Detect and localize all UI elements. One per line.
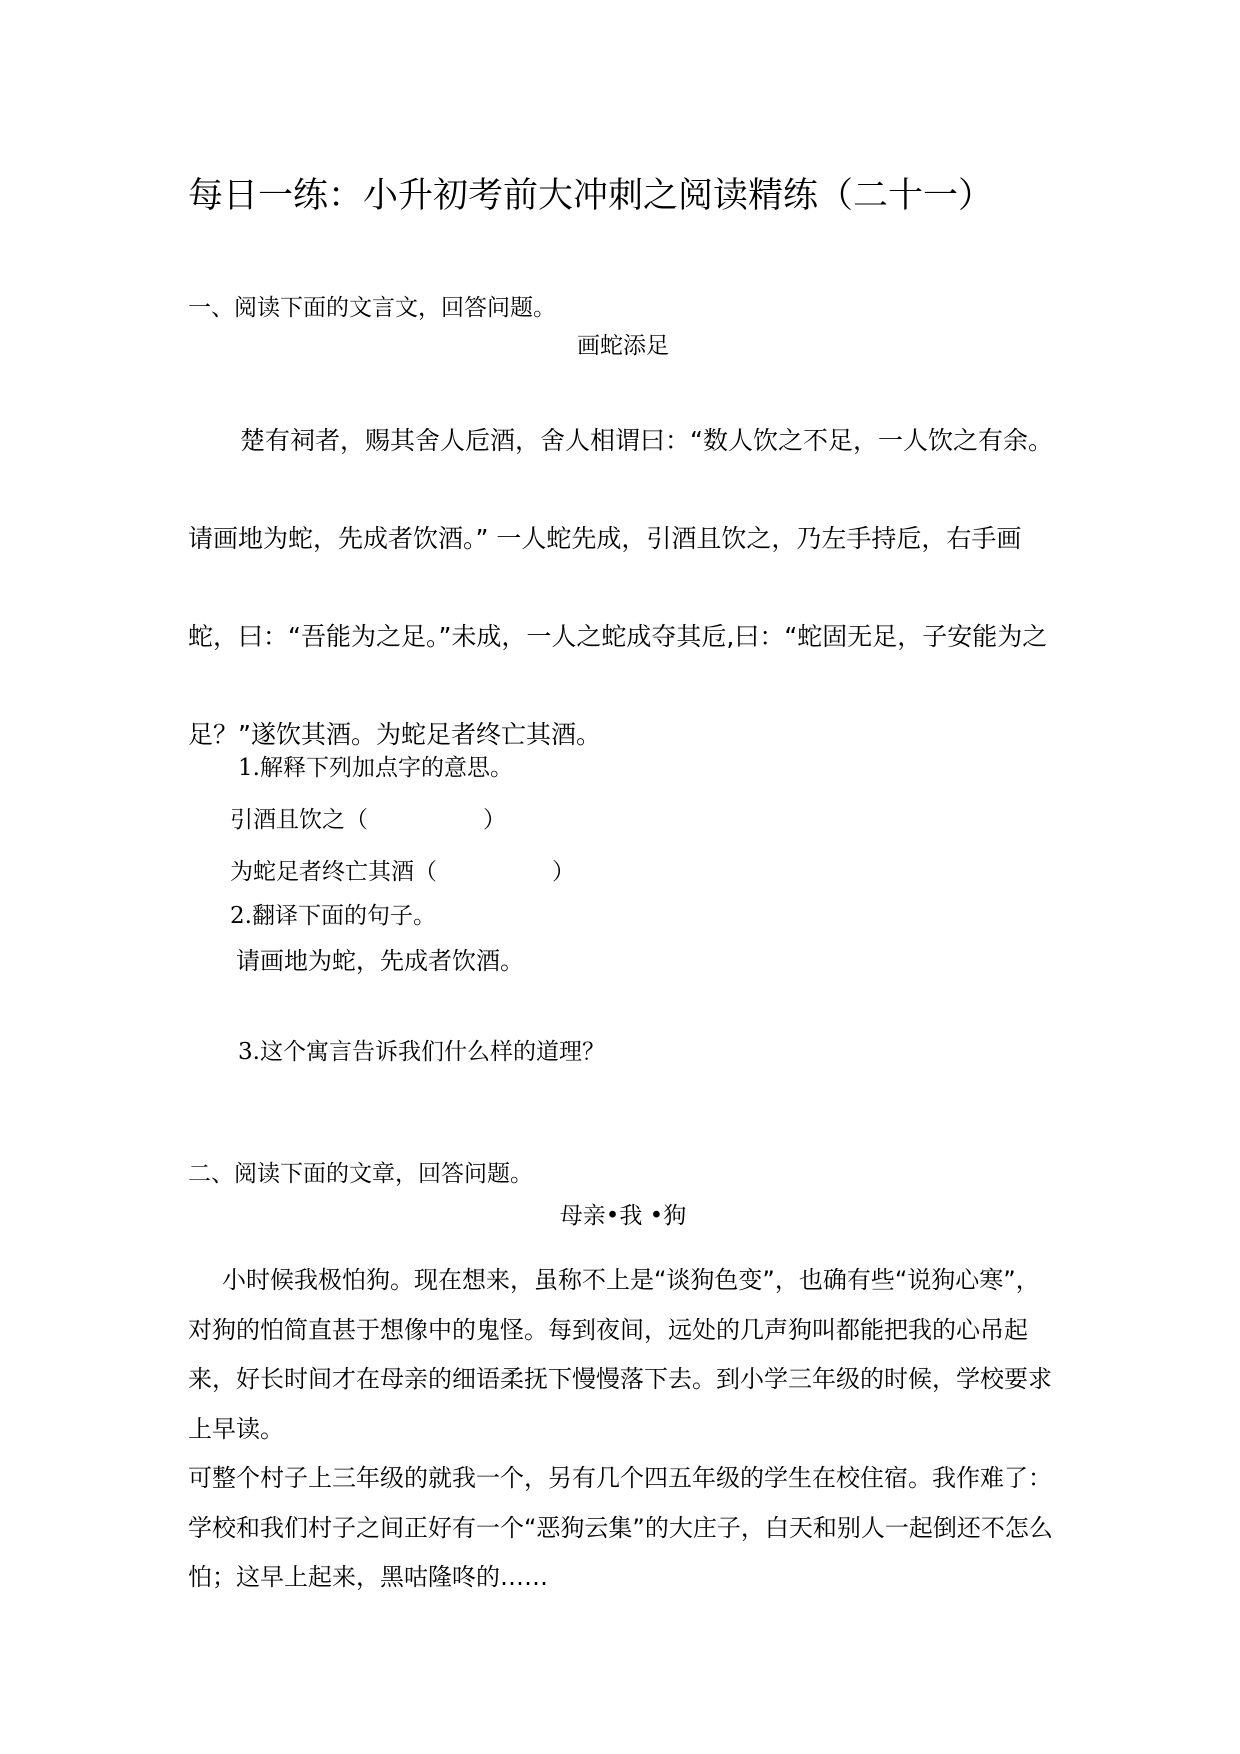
question-two-sentence: 请画地为蛇，先成者饮酒。 <box>236 947 524 975</box>
passage-two-paragraph-two: 可整个村子上三年级的就我一个，另有几个四五年级的学生在校住宿。我作难了：学校和我们村子之间正好有一个“恶狗云集”的大庄子，白天和别人一起倒还不怎么怕；这早上起来，黑咕隆咚的…… <box>188 1464 1053 1591</box>
question-three: 3.这个寓言告诉我们什么样的道理？ <box>238 1039 605 1065</box>
question-one-item-one: 引酒且饮之（ ） <box>230 807 506 833</box>
question-one: 1.解释下列加点字的意思。 <box>238 755 513 781</box>
section-two-heading: 二、阅读下面的文章，回答问题。 <box>188 1161 533 1187</box>
section-one-heading: 一、阅读下面的文言文，回答问题。 <box>188 295 556 321</box>
passage-one-text <box>188 392 1068 784</box>
passage-two-paragraph-one: 小时候我极怕狗。现在想来，虽称不上是“谈狗色变”，也确有些“说狗心寒”，对狗的怕简直甚于想像中的鬼怪。每到夜间，远处的几声狗叫都能把我的心吊起来，好长时间才在母亲的细语柔抚下慢慢落下去。到小学三年级的时候，学校要求上早读。 <box>188 1266 1052 1443</box>
page-title: 每日一练：小升初考前大冲刺之阅读精练（二十一） <box>188 176 994 216</box>
question-two: 2.翻译下面的句子。 <box>230 903 436 929</box>
passage-two-title: 母亲•我 •狗 <box>559 1203 687 1229</box>
passage-one-title: 画蛇添足 <box>577 333 669 359</box>
question-one-item-two: 为蛇足者终亡其酒（ ） <box>230 859 575 885</box>
passage-one-paragraph: 楚有祠者，赐其舍人卮酒，舍人相谓曰：“数人饮之不足，一人饮之有余。请画地为蛇，先成者饮酒。” 一人蛇先成，引酒且饮之，乃左手持卮，右手画蛇，曰：“吾能为之足。”未成，一人之蛇成夺其卮,曰：“蛇固无足，子安能为之足？”遂饮其酒。为蛇足者终亡其酒。 <box>188 426 1053 749</box>
passage-two-text <box>188 1256 1058 1603</box>
